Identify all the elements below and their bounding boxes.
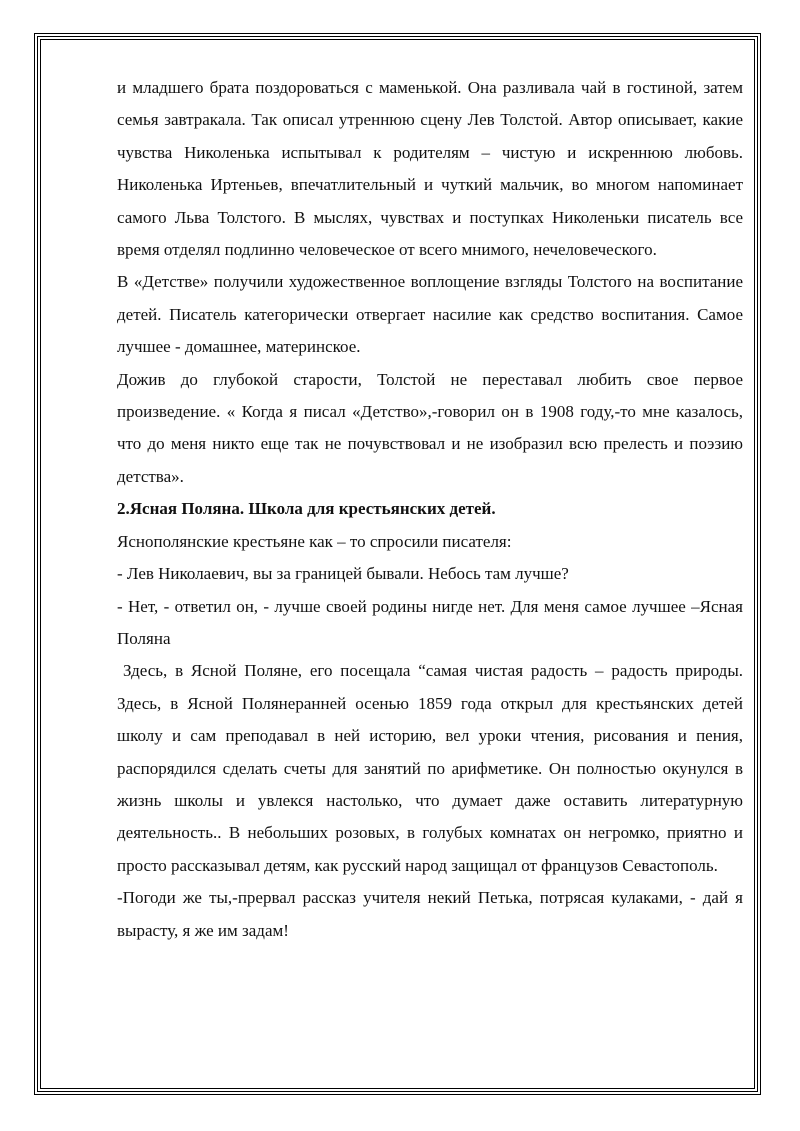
- section-heading: 2.Ясная Поляна. Школа для крестьянских детей.: [117, 499, 496, 519]
- paragraph-3: Дожив до глубокой старости, Толстой не переставал любить свое первое произведение. « Когда я писал «Детство»,-говорил он в 1908 году,-то мне казалось, что до меня никто еще так не почувствовал и не изобразил всю прелесть и поэзию детства».: [117, 369, 743, 486]
- section-paragraph-5: -Погоди же ты,-прервал рассказ учителя некий Петька, потрясая кулаками, - дай я вырасту, я же им задам!: [117, 888, 743, 940]
- document-body: [117, 72, 743, 947]
- paragraph-2: В «Детстве» получили художественное воплощение взгляды Толстого на воспитание детей. Писатель категорически отвергает насилие как средство воспитания. Самое лучшее - домашнее, материнское.: [117, 272, 743, 357]
- section-paragraph-1: Яснополянские крестьяне как – то спросили писателя:: [117, 531, 512, 551]
- section-paragraph-2: - Лев Николаевич, вы за границей бывали. Небось там лучше?: [117, 564, 569, 584]
- section-paragraph-3: - Нет, - ответил он, - лучше своей родины нигде нет. Для меня самое лучшее –Ясная Поляна: [117, 596, 743, 648]
- paragraph-1: и младшего брата поздороваться с маменькой. Она разливала чай в гостиной, затем семья завтракала. Так описал утреннюю сцену Лев Толстой. Автор описывает, какие чувства Николенька испытывал к родителям – чистую и искреннюю любовь. Николенька Иртеньев, впечатлительный и чуткий мальчик, во многом напоминает самого Льва Толстого. В мыслях, чувствах и поступках Николеньки писатель все время отделял подлинно человеческое от всего мнимого, нечеловеческого.: [117, 78, 743, 260]
- section-paragraph-4: Здесь, в Ясной Поляне, его посещала “самая чистая радость – радость природы. Здесь, в Ясной Полянеранней осенью 1859 года открыл для крестьянских детей школу и сам преподавал в ней историю, вел уроки чтения, рисования и пения, распорядился сделать счеты для занятий по арифметике. Он полностью окунулся в жизнь школы и увлекся настолько, что думает даже оставить литературную деятельность.. В небольших розовых, в голубых комнатах он негромко, приятно и просто рассказывал детям, как русский народ защищал от французов Севастополь.: [117, 661, 743, 875]
